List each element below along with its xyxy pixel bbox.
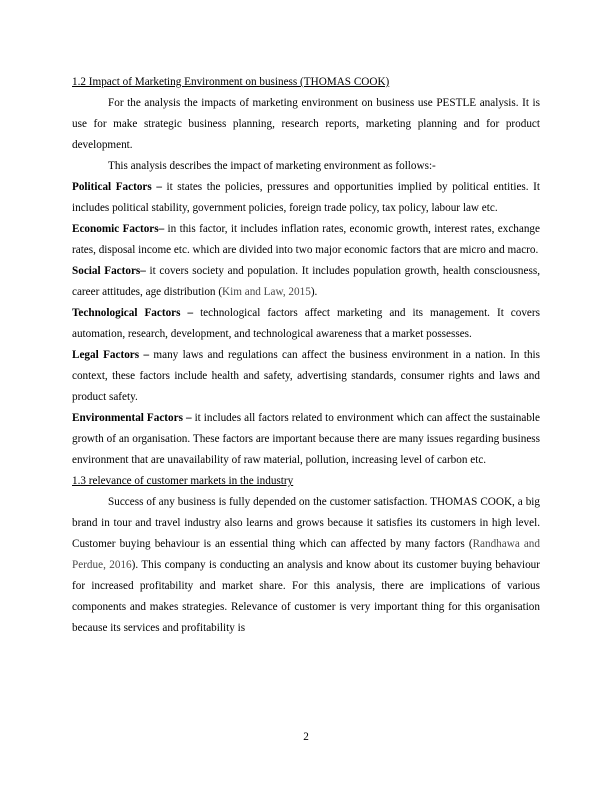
technological-factors-paragraph	[72, 303, 540, 345]
citation-randhawa-perdue: Randhawa and Perdue, 2016	[72, 538, 540, 571]
social-factors-term: Social Factors–	[72, 265, 146, 277]
environmental-factors-term: Environmental Factors –	[72, 412, 192, 424]
customer-markets-paragraph	[72, 492, 540, 639]
legal-factors-term: Legal Factors –	[72, 349, 150, 361]
environmental-factors-text: it includes all factors related to environment which can affect the sustainable growth of an organisation. These factors are important because there are many issues regarding business environment that are unavailability of raw material, pollution, increasing level of carbon etc.	[72, 412, 541, 466]
citation-kim-law: Kim and Law, 2015	[222, 286, 311, 298]
economic-factors-text: in this factor, it includes inflation rates, economic growth, interest rates, exchange rates, disposal income etc. which are divided into two major economic factors that are micro and macro.	[72, 223, 540, 256]
technological-factors-term: Technological Factors –	[72, 307, 194, 319]
economic-factors-paragraph	[72, 219, 540, 261]
legal-factors-text: many laws and regulations can affect the business environment in a nation. In this context, these factors include health and safety, advertising standards, consumer rights and laws and product safety.	[72, 349, 540, 403]
document-page	[72, 72, 540, 639]
economic-factors-term: Economic Factors–	[72, 223, 165, 235]
section-heading-1-2: 1.2 Impact of Marketing Environment on business (THOMAS COOK)	[72, 76, 390, 88]
intro-paragraph: For the analysis the impacts of marketing environment on business use PESTLE analysis. It is use for make strategic business planning, research reports, marketing planning and for product development.	[72, 97, 540, 151]
technological-factors-text: technological factors affect marketing and its management. It covers automation, research, development, and technological awareness that a market possesses.	[72, 307, 540, 340]
legal-factors-paragraph	[72, 345, 540, 408]
page-number: 2	[303, 731, 309, 743]
political-factors-term: Political Factors –	[72, 181, 162, 193]
social-factors-closing: ).	[310, 286, 318, 298]
lead-paragraph: This analysis describes the impact of marketing environment as follows:-	[108, 160, 436, 172]
political-factors-text: it states the policies, pressures and opportunities implied by political entities. It includes political stability, government policies, foreign trade policy, tax policy, labour law etc.	[72, 181, 540, 214]
social-factors-text: it covers society and population. It includes population growth, health consciousness, career attitudes, age distribution (	[72, 265, 540, 298]
social-factors-paragraph	[72, 261, 540, 303]
section-heading-1-3: 1.3 relevance of customer markets in the industry	[72, 475, 294, 487]
political-factors-paragraph	[72, 177, 540, 219]
customer-markets-text: Success of any business is fully depended on the customer satisfaction. THOMAS COOK, a big brand in tour and travel industry also learns and grows because it satisfies its customers in high level. Customer buying behaviour is an essential thing which can affected by many factors (	[72, 496, 540, 550]
environmental-factors-paragraph	[72, 408, 540, 471]
customer-markets-text-continued: ). This company is conducting an analysis and know about its customer buying behaviour for increased profitability and market share. For this analysis, there are implications of various components and makes strategies. Relevance of customer is very important thing for this organisation because its services and profitability is	[72, 559, 540, 634]
